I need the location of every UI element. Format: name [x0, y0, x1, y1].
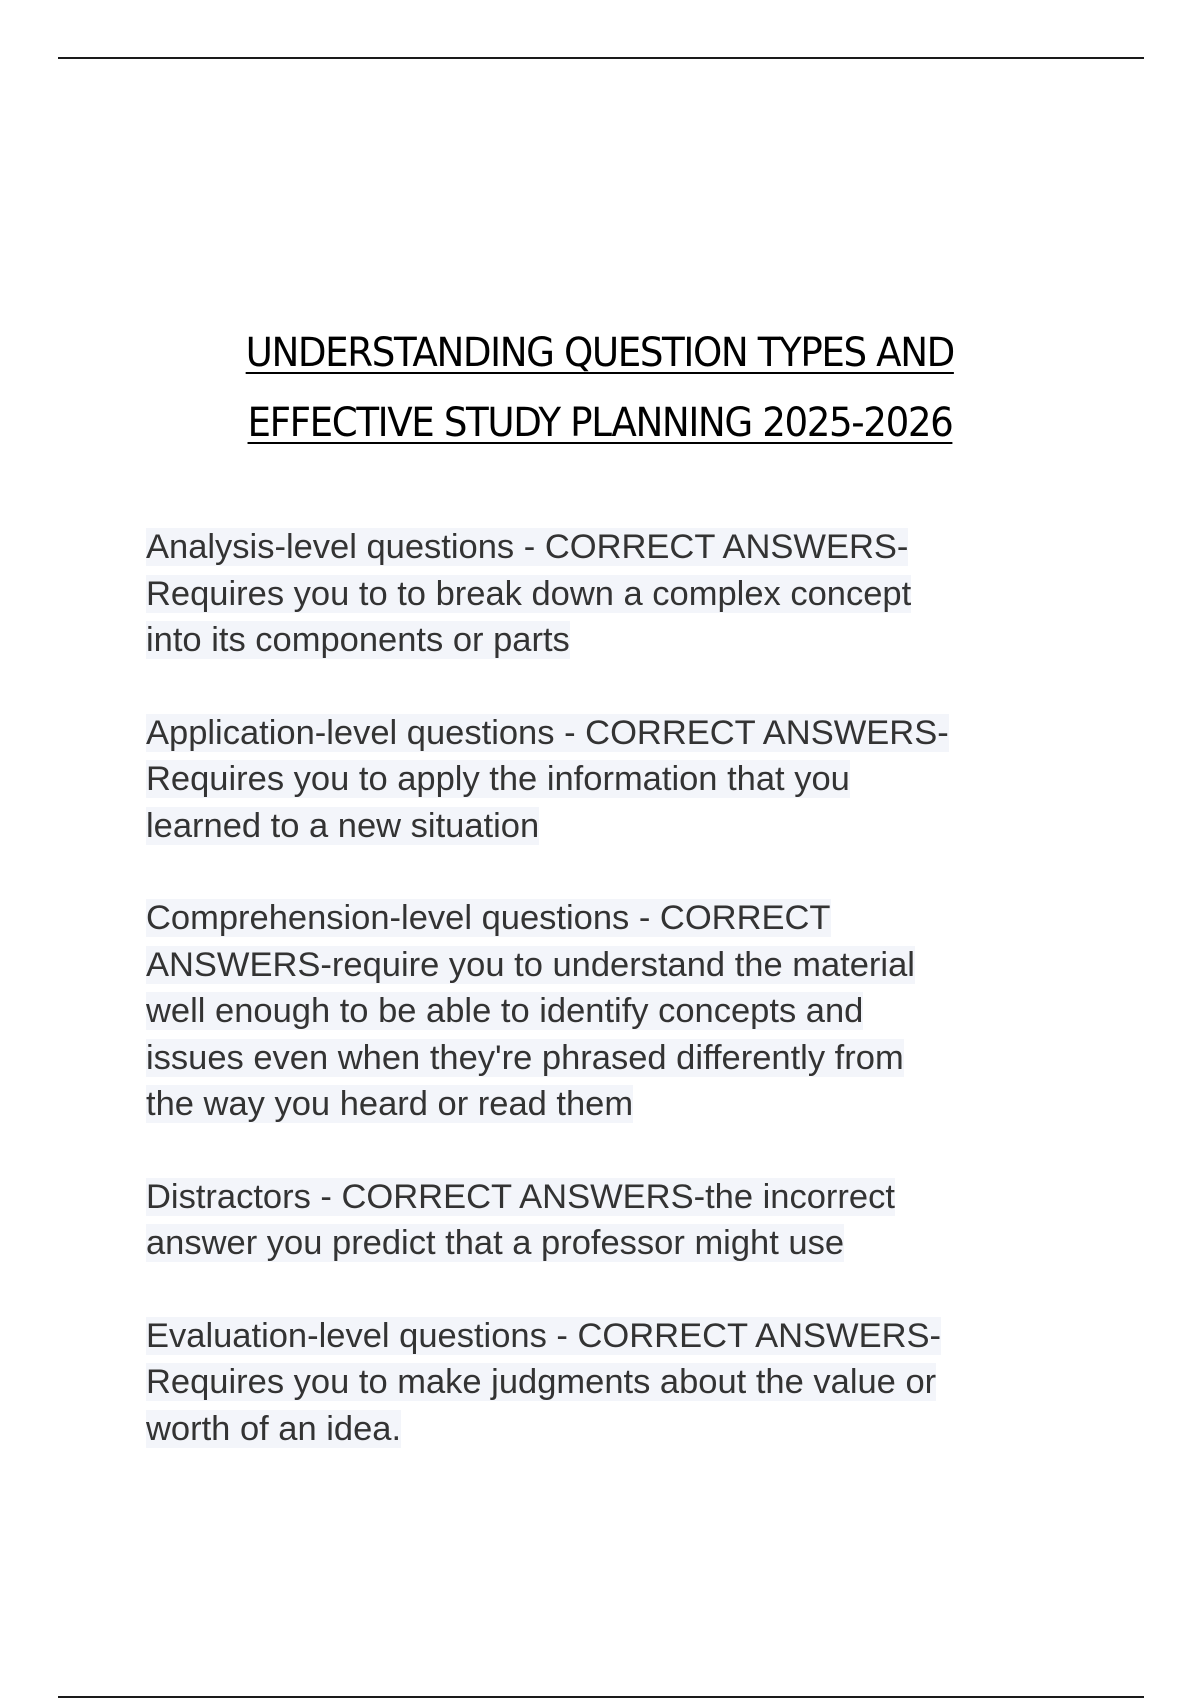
- entry-line: well enough to be able to identify concepts and: [146, 992, 864, 1030]
- entry-line: learned to a new situation: [146, 806, 540, 845]
- qa-entry-evaluation: [146, 1313, 1146, 1453]
- entry-line: Analysis-level questions - CORRECT ANSWERS-: [146, 528, 909, 566]
- qa-entry-distractors: [146, 1174, 1146, 1267]
- entry-line: Evaluation-level questions - CORRECT ANSWERS-: [146, 1316, 942, 1355]
- entry-line: Requires you to to break down a complex concept: [146, 574, 912, 613]
- entry-line: answer you predict that a professor might use: [146, 1224, 845, 1262]
- entry-line: into its components or parts: [146, 621, 570, 659]
- entry-line: Application-level questions - CORRECT ANSWERS-: [146, 713, 949, 752]
- title-line-1: UNDERSTANDING QUESTION TYPES AND: [245, 330, 955, 376]
- title-line-2: EFFECTIVE STUDY PLANNING 2025-2026: [247, 400, 953, 446]
- entry-line: Distractors - CORRECT ANSWERS-the incorrect: [146, 1177, 895, 1216]
- qa-list: [146, 524, 1146, 1498]
- qa-entry-application: [146, 710, 1146, 850]
- bottom-divider: [58, 1696, 1144, 1698]
- qa-entry-comprehension: [146, 895, 1146, 1128]
- entry-line: issues even when they're phrased differently from: [146, 1038, 904, 1077]
- entry-line: the way you heard or read them: [146, 1085, 634, 1123]
- entry-line: Requires you to apply the information that you: [146, 760, 850, 798]
- qa-entry-analysis: [146, 524, 1146, 664]
- top-divider: [58, 57, 1144, 59]
- document-title: [0, 318, 1200, 458]
- entry-line: Comprehension-level questions - CORRECT: [146, 899, 831, 937]
- entry-line: Requires you to make judgments about the value or: [146, 1363, 937, 1401]
- entry-line: ANSWERS-require you to understand the material: [146, 945, 915, 984]
- entry-line: worth of an idea.: [146, 1409, 402, 1448]
